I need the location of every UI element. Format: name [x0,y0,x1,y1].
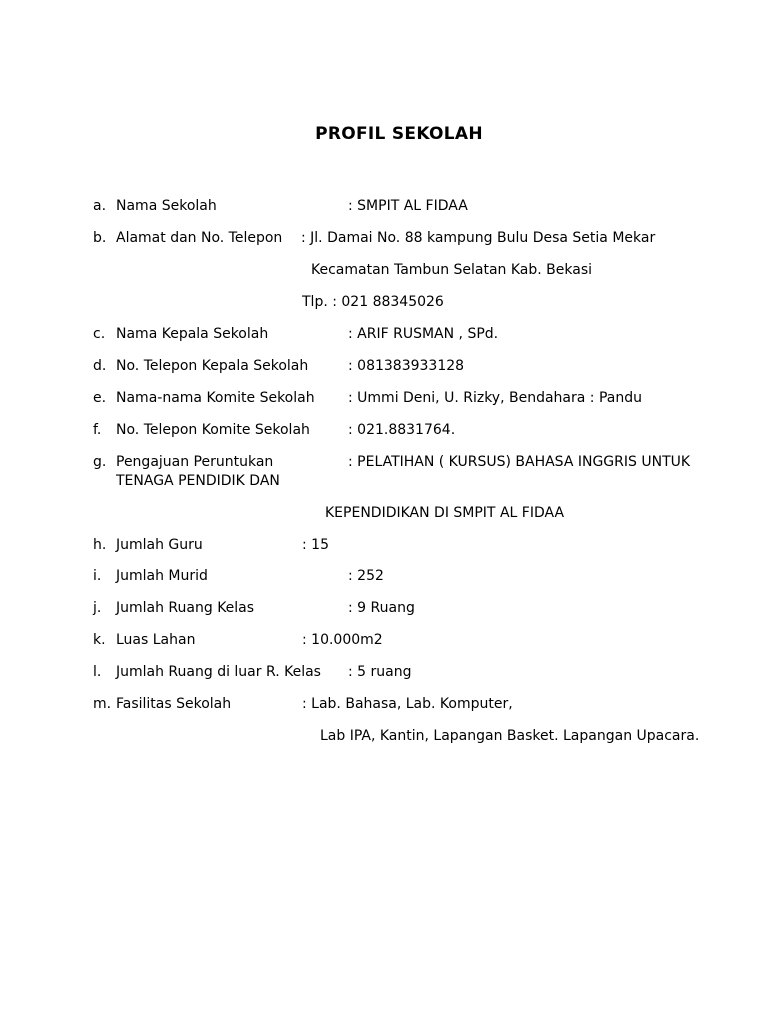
item-value: : Ummi Deni, U. Rizky, Bendahara : Pandu [348,390,642,406]
item-value: : 252 [348,568,384,584]
item-value: : 15 [302,537,329,553]
item-label: No. Telepon Komite Sekolah [116,422,310,438]
item-label: Nama Sekolah [116,198,217,214]
item-letter: c. [93,326,106,342]
item-value: : ARIF RUSMAN , SPd. [348,326,499,342]
item-label: Nama-nama Komite Sekolah [116,390,315,406]
item-value: : 021.8831764. [348,422,456,438]
item-letter: l. [93,664,102,680]
item-value: : 10.000m2 [302,632,383,648]
item-value-continuation: Lab IPA, Kantin, Lapangan Basket. Lapangan Upacara. [320,728,700,744]
item-label: Fasilitas Sekolah [116,696,232,712]
item-value: : Jl. Damai No. 88 kampung Bulu Desa Setia Mekar [301,230,656,246]
item-value-continuation: Tlp. : 021 88345026 [302,294,444,310]
item-value: : 081383933128 [348,358,465,374]
item-value-continuation: KEPENDIDIKAN DI SMPIT AL FIDAA [325,505,565,521]
item-letter: h. [93,537,107,553]
item-letter: j. [93,600,102,616]
item-label: Alamat dan No. Telepon [116,230,283,246]
item-letter: i. [93,568,102,584]
item-label: Jumlah Guru [116,537,203,553]
item-letter: d. [93,358,107,374]
item-label: Pengajuan Peruntukan [116,454,274,470]
item-value-continuation: Kecamatan Tambun Selatan Kab. Bekasi [311,262,593,278]
item-letter: m. [93,696,112,712]
item-letter: f. [93,422,102,438]
item-label: No. Telepon Kepala Sekolah [116,358,309,374]
page-title: PROFIL SEKOLAH [315,124,483,144]
item-label-continuation: TENAGA PENDIDIK DAN [116,473,280,489]
item-letter: e. [93,390,107,406]
item-label: Nama Kepala Sekolah [116,326,269,342]
item-letter: b. [93,230,107,246]
item-letter: k. [93,632,106,648]
item-value: : PELATIHAN ( KURSUS) BAHASA INGGRIS UNTUK [348,454,691,470]
item-label: Jumlah Ruang di luar R. Kelas [116,664,321,680]
item-label: Luas Lahan [116,632,196,648]
item-value: : Lab. Bahasa, Lab. Komputer, [302,696,513,712]
item-label: Jumlah Murid [116,568,208,584]
item-letter: a. [93,198,107,214]
item-value: : 5 ruang [348,664,412,680]
item-value: : SMPIT AL FIDAA [348,198,468,214]
item-letter: g. [93,454,107,470]
item-value: : 9 Ruang [348,600,415,616]
item-label: Jumlah Ruang Kelas [116,600,255,616]
